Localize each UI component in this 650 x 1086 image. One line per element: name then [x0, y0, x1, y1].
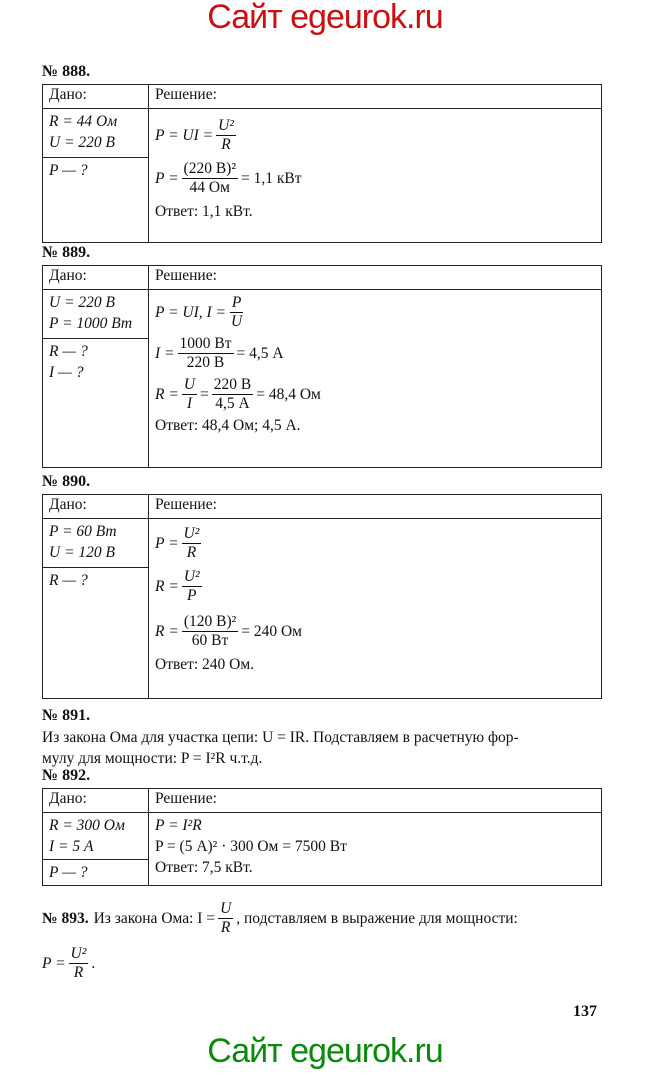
- answer: Ответ: 1,1 кВт.: [155, 203, 253, 220]
- problem-893-number: № 893.: [42, 910, 89, 927]
- formula-lhs: P = UI =: [155, 126, 214, 144]
- answer: Ответ: 240 Ом.: [155, 656, 255, 673]
- solution-header: Решение:: [149, 85, 602, 109]
- text-line: мулу для мощности: P = I²R ч.т.д.: [42, 750, 263, 767]
- fraction-denominator: I: [186, 395, 192, 412]
- find-line: P — ?: [49, 864, 88, 881]
- fraction-numerator: U: [220, 900, 232, 917]
- problem-890-table: [42, 494, 602, 699]
- find-line: R — ?: [49, 343, 88, 360]
- formula-line: P = I²R: [155, 817, 202, 834]
- formula-end: .: [91, 955, 96, 972]
- given-line: I = 5 А: [49, 838, 94, 855]
- solution-header: Решение:: [149, 266, 602, 290]
- watermark-top: Сайт egeurok.ru: [207, 0, 443, 36]
- fraction-denominator: 44 Ом: [189, 179, 230, 196]
- text-line: Из закона Ома для участка цепи: U = IR. Подставляем в расчетную фор-: [42, 729, 519, 746]
- fraction-denominator: 60 Вт: [191, 632, 229, 649]
- given-header: Дано:: [43, 789, 149, 813]
- formula-equals: =: [200, 385, 209, 403]
- fraction-denominator: P: [187, 587, 197, 604]
- fraction-numerator: (120 В)²: [183, 613, 237, 630]
- fraction-denominator: 220 В: [186, 354, 225, 371]
- problem-892-table: [42, 788, 602, 886]
- formula-lhs: R =: [155, 577, 179, 595]
- fraction-denominator: 4,5 А: [215, 395, 250, 412]
- given-header: Дано:: [43, 266, 149, 290]
- given-header: Дано:: [43, 495, 149, 519]
- fraction-numerator: U²: [183, 525, 200, 542]
- find-line: I — ?: [49, 364, 84, 381]
- fraction-numerator: 1000 Вт: [179, 335, 232, 352]
- fraction-numerator: U²: [183, 568, 200, 585]
- formula-lhs: P =: [42, 955, 66, 972]
- given-line: U = 220 В: [49, 134, 115, 151]
- problem-888-table: [42, 84, 602, 243]
- given-line: P = 1000 Вт: [49, 315, 133, 332]
- fraction-denominator: R: [220, 919, 231, 936]
- given-line: U = 120 В: [49, 544, 115, 561]
- page-number: 137: [573, 1003, 597, 1020]
- fraction-numerator: U²: [218, 117, 234, 134]
- problem-892-number: № 892.: [42, 767, 91, 784]
- given-line: R = 300 Ом: [49, 817, 125, 834]
- problem-891-text: [42, 727, 602, 769]
- fraction-numerator: P: [231, 294, 242, 311]
- fraction-denominator: R: [221, 136, 231, 153]
- text-line: , подставляем в выражение для мощности:: [236, 910, 518, 927]
- fraction-numerator: 220 В: [213, 376, 252, 393]
- text-line: Из закона Ома: I =: [93, 910, 216, 927]
- given-line: R = 44 Ом: [49, 113, 118, 130]
- problem-888-number: № 888.: [42, 63, 91, 80]
- fraction-denominator: U: [231, 313, 243, 330]
- given-line: P = 60 Вт: [49, 523, 117, 540]
- find-line: P — ?: [49, 162, 88, 179]
- problem-891-number: № 891.: [42, 707, 91, 724]
- formula-lhs: P =: [155, 534, 179, 552]
- formula-lhs: P = UI, I =: [155, 303, 226, 321]
- formula-lhs: P =: [155, 169, 179, 187]
- fraction-denominator: R: [186, 544, 197, 561]
- formula-lhs: R =: [155, 622, 179, 640]
- problem-890-number: № 890.: [42, 473, 91, 490]
- formula-result: = 240 Ом: [241, 622, 302, 640]
- formula-result: = 4,5 А: [236, 344, 284, 362]
- formula-line: P = (5 А)² · 300 Ом = 7500 Вт: [155, 838, 347, 855]
- solution-header: Решение:: [149, 495, 602, 519]
- formula-lhs: I =: [155, 344, 175, 362]
- problem-889-number: № 889.: [42, 244, 91, 261]
- fraction-denominator: R: [73, 964, 84, 981]
- formula-result: = 48,4 Ом: [256, 385, 321, 403]
- formula-lhs: R =: [155, 385, 179, 403]
- fraction-numerator: U: [183, 376, 196, 393]
- watermark-bottom: Сайт egeurok.ru: [207, 1032, 443, 1070]
- fraction-numerator: (220 В)²: [183, 160, 236, 177]
- answer: Ответ: 7,5 кВт.: [155, 859, 253, 876]
- fraction-numerator: U²: [70, 945, 87, 962]
- given-line: U = 220 В: [49, 294, 115, 311]
- problem-889-table: [42, 265, 602, 468]
- answer: Ответ: 48,4 Ом; 4,5 А.: [155, 417, 301, 434]
- formula-result: = 1,1 кВт: [240, 169, 302, 187]
- solution-header: Решение:: [149, 789, 602, 813]
- problem-893-text: [42, 900, 602, 982]
- find-line: R — ?: [49, 572, 88, 589]
- given-header: Дано:: [43, 85, 149, 109]
